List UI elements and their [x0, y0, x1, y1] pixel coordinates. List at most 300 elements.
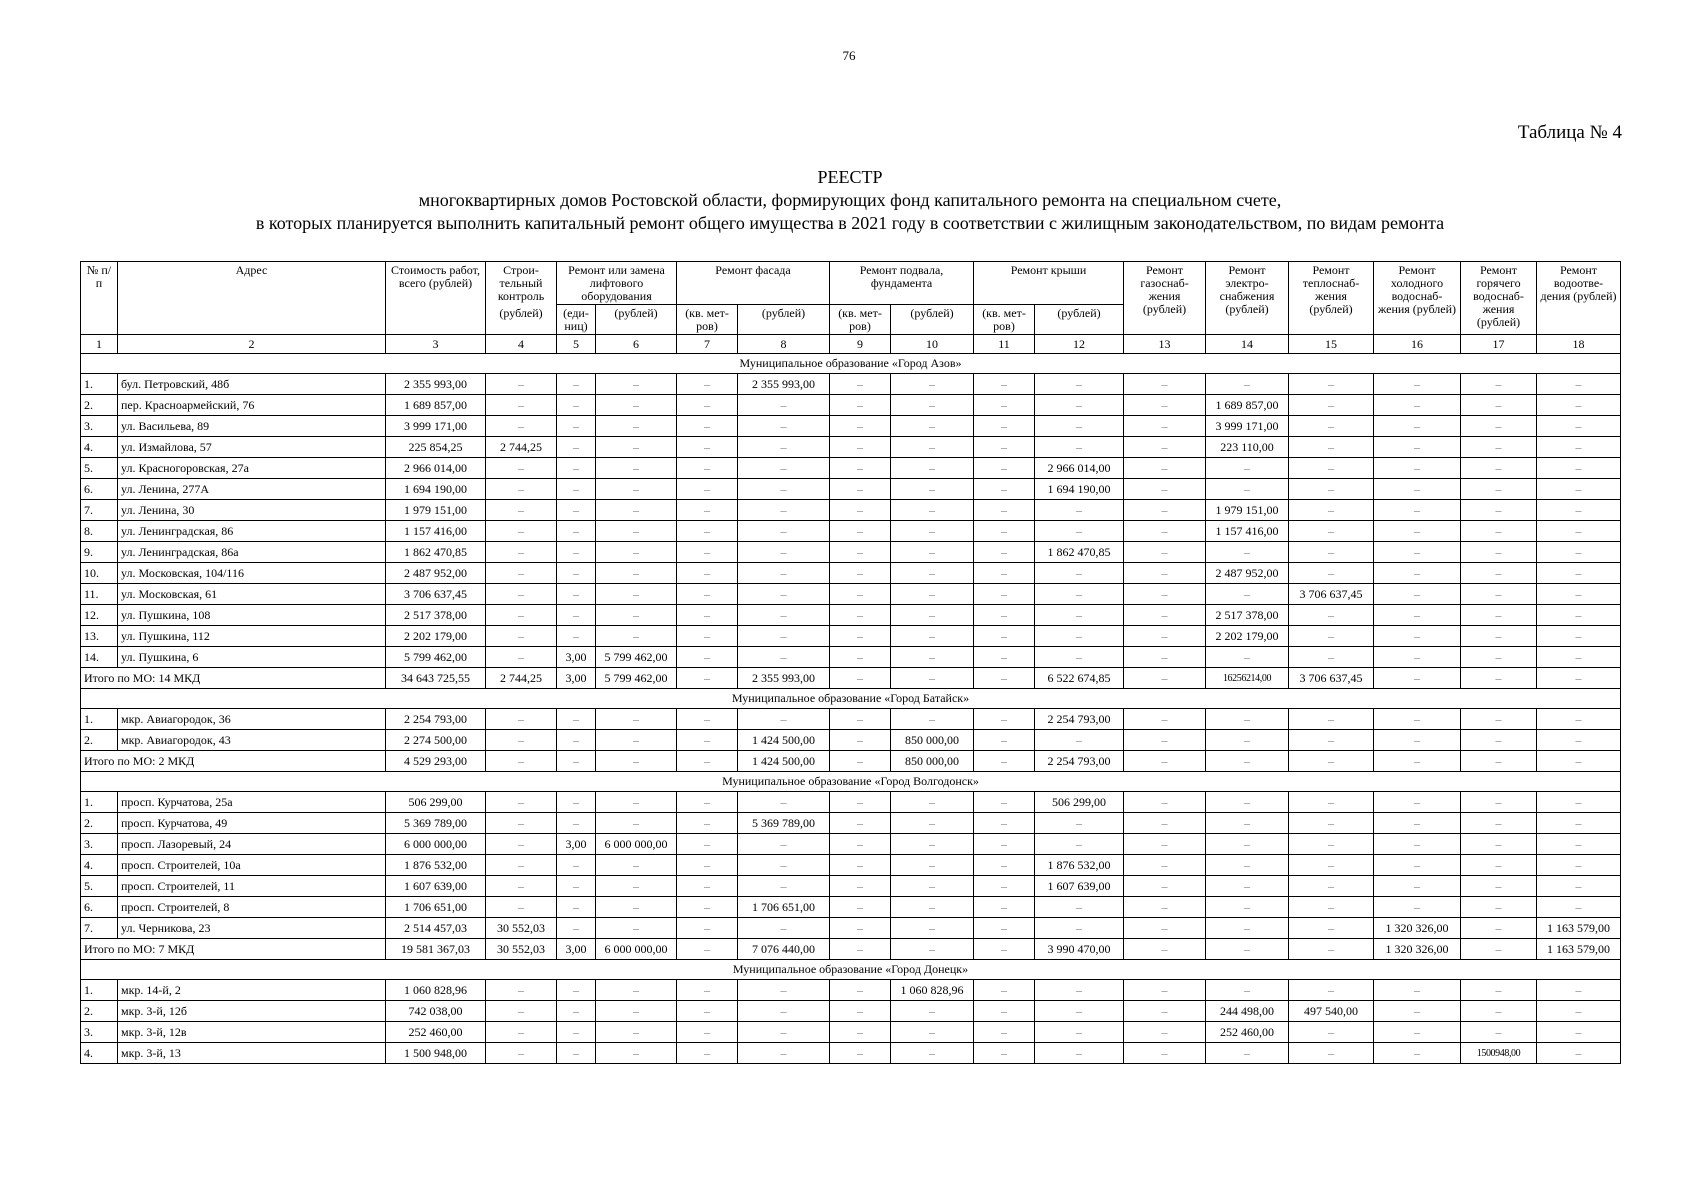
table-row — [81, 479, 1621, 500]
total-cell: 6 000 000,00 — [596, 939, 677, 960]
total-cell: – — [1206, 751, 1289, 772]
table-cell: – — [1124, 897, 1206, 918]
row-address: мкр. 14-й, 2 — [118, 980, 386, 1001]
table-cell: – — [1461, 416, 1537, 437]
table-row — [81, 1022, 1621, 1043]
table-cell: – — [596, 521, 677, 542]
table-cell: – — [557, 626, 596, 647]
table-cell: – — [891, 479, 974, 500]
table-cell: – — [1289, 897, 1374, 918]
table-cell: – — [1461, 897, 1537, 918]
table-cell: 1 694 190,00 — [1035, 479, 1124, 500]
table-cell: – — [1374, 542, 1461, 563]
row-number: 4. — [81, 1043, 118, 1064]
table-cell: – — [677, 395, 738, 416]
table-cell: – — [486, 813, 557, 834]
table-cell: 742 038,00 — [386, 1001, 486, 1022]
table-cell: – — [677, 792, 738, 813]
table-cell: – — [1374, 521, 1461, 542]
table-cell: – — [1374, 458, 1461, 479]
col-header-electric: Ремонт электро-снабжения (рублей) — [1206, 262, 1289, 335]
table-cell: – — [830, 980, 891, 1001]
total-cell: – — [830, 939, 891, 960]
row-number: 6. — [81, 479, 118, 500]
table-cell: – — [557, 1022, 596, 1043]
table-cell: – — [1537, 897, 1621, 918]
table-cell: – — [1461, 437, 1537, 458]
table-cell: – — [891, 918, 974, 939]
table-cell: – — [974, 521, 1035, 542]
table-cell: – — [974, 980, 1035, 1001]
total-cell: 5 799 462,00 — [596, 668, 677, 689]
table-cell: – — [1374, 1043, 1461, 1064]
table-cell: 2 744,25 — [486, 437, 557, 458]
row-number: 14. — [81, 647, 118, 668]
row-address: ул. Московская, 61 — [118, 584, 386, 605]
row-address: ул. Ленинградская, 86 — [118, 521, 386, 542]
table-cell: – — [1035, 395, 1124, 416]
table-cell: – — [1124, 584, 1206, 605]
table-cell: 850 000,00 — [891, 730, 974, 751]
table-cell: – — [891, 395, 974, 416]
table-cell: 2 517 378,00 — [1206, 605, 1289, 626]
table-cell: 2 355 993,00 — [738, 374, 830, 395]
table-cell: – — [1374, 730, 1461, 751]
table-cell: – — [1537, 647, 1621, 668]
table-cell: – — [830, 813, 891, 834]
total-cell: – — [974, 939, 1035, 960]
table-cell: – — [1461, 584, 1537, 605]
table-cell: 244 498,00 — [1206, 1001, 1289, 1022]
table-cell: – — [1461, 834, 1537, 855]
table-cell: 1 979 151,00 — [1206, 500, 1289, 521]
table-cell: – — [1124, 918, 1206, 939]
total-cell: 19 581 367,03 — [386, 939, 486, 960]
table-cell: 1 689 857,00 — [1206, 395, 1289, 416]
table-cell: – — [677, 479, 738, 500]
table-cell: – — [1035, 1022, 1124, 1043]
table-cell: – — [1461, 709, 1537, 730]
row-address: ул. Пушкина, 6 — [118, 647, 386, 668]
column-number: 18 — [1537, 335, 1621, 354]
table-cell: – — [1289, 542, 1374, 563]
table-cell: – — [1124, 813, 1206, 834]
table-cell: – — [1374, 834, 1461, 855]
table-cell: 223 110,00 — [1206, 437, 1289, 458]
table-cell: – — [1374, 792, 1461, 813]
table-cell: – — [1124, 416, 1206, 437]
table-cell: 1 424 500,00 — [738, 730, 830, 751]
table-cell: – — [677, 730, 738, 751]
table-cell: 1 979 151,00 — [386, 500, 486, 521]
table-cell: 3 999 171,00 — [386, 416, 486, 437]
table-cell: – — [738, 647, 830, 668]
table-cell: – — [1537, 876, 1621, 897]
table-cell: – — [1124, 1022, 1206, 1043]
table-cell: – — [974, 563, 1035, 584]
row-address: ул. Пушкина, 112 — [118, 626, 386, 647]
row-address: ул. Ленинградская, 86а — [118, 542, 386, 563]
table-cell: – — [974, 792, 1035, 813]
table-cell: – — [486, 730, 557, 751]
table-cell: – — [596, 855, 677, 876]
table-cell: 506 299,00 — [1035, 792, 1124, 813]
table-cell: – — [557, 542, 596, 563]
table-cell: – — [830, 876, 891, 897]
row-number: 1. — [81, 980, 118, 1001]
table-cell: – — [738, 563, 830, 584]
table-cell: – — [891, 563, 974, 584]
table-cell: – — [677, 542, 738, 563]
table-cell: 3,00 — [557, 834, 596, 855]
col-header-roof-sqm: (кв. мет-ров) — [974, 305, 1035, 335]
table-cell: 1 876 532,00 — [386, 855, 486, 876]
table-cell: 2 355 993,00 — [386, 374, 486, 395]
table-cell: – — [486, 605, 557, 626]
table-cell: – — [1124, 709, 1206, 730]
table-cell: – — [1537, 626, 1621, 647]
table-cell: – — [1461, 647, 1537, 668]
table-cell: – — [1461, 876, 1537, 897]
table-cell: – — [738, 605, 830, 626]
table-cell: – — [830, 563, 891, 584]
total-cell: – — [1124, 939, 1206, 960]
total-cell: – — [1289, 751, 1374, 772]
table-cell: 1 694 190,00 — [386, 479, 486, 500]
column-number: 6 — [596, 335, 677, 354]
col-header-construction-control-unit: (рублей) — [486, 305, 557, 335]
table-cell: 3,00 — [557, 647, 596, 668]
table-cell: – — [557, 395, 596, 416]
table-cell: – — [891, 626, 974, 647]
table-cell: – — [486, 980, 557, 1001]
table-cell: 2 966 014,00 — [386, 458, 486, 479]
total-cell: – — [1537, 668, 1621, 689]
table-cell: – — [1537, 374, 1621, 395]
row-number: 9. — [81, 542, 118, 563]
table-row — [81, 458, 1621, 479]
table-cell: – — [1289, 876, 1374, 897]
table-row — [81, 834, 1621, 855]
row-address: просп. Лазоревый, 24 — [118, 834, 386, 855]
table-label: Таблица № 4 — [1517, 122, 1622, 143]
table-cell: – — [596, 1022, 677, 1043]
row-address: пер. Красноармейский, 76 — [118, 395, 386, 416]
table-cell: – — [830, 1001, 891, 1022]
row-number: 11. — [81, 584, 118, 605]
table-cell: – — [1461, 605, 1537, 626]
total-cell: – — [1124, 751, 1206, 772]
table-cell: – — [1374, 500, 1461, 521]
table-cell: – — [1461, 1022, 1537, 1043]
table-cell: – — [486, 458, 557, 479]
table-cell: – — [677, 980, 738, 1001]
table-cell: – — [974, 584, 1035, 605]
table-cell: – — [1035, 626, 1124, 647]
table-cell: – — [1461, 521, 1537, 542]
total-row — [81, 668, 1621, 689]
table-cell: – — [830, 521, 891, 542]
table-cell: – — [974, 876, 1035, 897]
table-cell: – — [1124, 605, 1206, 626]
total-cell: – — [1537, 751, 1621, 772]
table-cell: 5 799 462,00 — [596, 647, 677, 668]
table-cell: – — [1289, 500, 1374, 521]
table-row — [81, 855, 1621, 876]
table-row — [81, 542, 1621, 563]
column-number: 1 — [81, 335, 118, 354]
table-row — [81, 1001, 1621, 1022]
table-cell: – — [830, 542, 891, 563]
table-cell: – — [1374, 479, 1461, 500]
total-cell: – — [974, 668, 1035, 689]
table-cell: – — [1035, 1001, 1124, 1022]
table-cell: – — [1289, 563, 1374, 584]
table-cell: – — [1035, 605, 1124, 626]
col-header-lift-rubles: (рублей) — [596, 305, 677, 335]
table-cell: – — [486, 792, 557, 813]
row-number: 3. — [81, 834, 118, 855]
table-cell: – — [1035, 813, 1124, 834]
table-cell: – — [891, 876, 974, 897]
total-cell: – — [557, 751, 596, 772]
col-header-facade-rubles: (рублей) — [738, 305, 830, 335]
table-cell: 506 299,00 — [386, 792, 486, 813]
table-row — [81, 647, 1621, 668]
group-header-row — [81, 689, 1621, 709]
table-cell: – — [596, 500, 677, 521]
table-cell: – — [1206, 918, 1289, 939]
table-cell: – — [1035, 897, 1124, 918]
column-number: 12 — [1035, 335, 1124, 354]
table-cell: – — [677, 897, 738, 918]
table-cell: 2 202 179,00 — [1206, 626, 1289, 647]
table-cell: – — [974, 458, 1035, 479]
table-cell: – — [1124, 437, 1206, 458]
table-cell: 1 706 651,00 — [386, 897, 486, 918]
table-cell: – — [1461, 479, 1537, 500]
row-number: 3. — [81, 416, 118, 437]
table-cell: – — [677, 437, 738, 458]
table-cell: – — [1035, 834, 1124, 855]
table-cell: – — [1374, 1022, 1461, 1043]
table-cell: – — [486, 416, 557, 437]
table-cell: – — [1124, 542, 1206, 563]
table-row — [81, 374, 1621, 395]
table-cell: – — [1035, 647, 1124, 668]
table-cell: – — [1124, 834, 1206, 855]
table-cell: 2 966 014,00 — [1035, 458, 1124, 479]
table-cell: – — [891, 834, 974, 855]
table-cell: – — [891, 1001, 974, 1022]
table-cell: – — [557, 1043, 596, 1064]
table-cell: – — [677, 626, 738, 647]
table-cell: – — [1124, 479, 1206, 500]
group-name: Муниципальное образование «Город Батайск» — [81, 689, 1621, 709]
total-cell: 30 552,03 — [486, 939, 557, 960]
table-cell: – — [1374, 437, 1461, 458]
table-cell: – — [830, 897, 891, 918]
title-block — [80, 166, 1620, 235]
table-cell: – — [1289, 980, 1374, 1001]
table-cell: 1 500 948,00 — [386, 1043, 486, 1064]
row-address: ул. Московская, 104/116 — [118, 563, 386, 584]
table-cell: – — [738, 1043, 830, 1064]
table-row — [81, 897, 1621, 918]
table-cell: – — [1035, 374, 1124, 395]
table-cell: – — [557, 563, 596, 584]
title-line-1: РЕЕСТР — [817, 167, 883, 187]
table-cell: – — [1461, 918, 1537, 939]
row-number: 1. — [81, 374, 118, 395]
table-cell: – — [557, 605, 596, 626]
total-cell: – — [1461, 939, 1537, 960]
table-cell: – — [738, 1022, 830, 1043]
table-cell: – — [974, 834, 1035, 855]
table-cell: – — [557, 437, 596, 458]
table-cell: 1 876 532,00 — [1035, 855, 1124, 876]
table-cell: – — [1035, 918, 1124, 939]
total-cell: 3 706 637,45 — [1289, 668, 1374, 689]
table-cell: – — [1537, 584, 1621, 605]
table-row — [81, 605, 1621, 626]
column-number: 16 — [1374, 335, 1461, 354]
row-number: 1. — [81, 709, 118, 730]
col-header-heat: Ремонт теплоснаб-жения (рублей) — [1289, 262, 1374, 335]
table-cell: – — [1537, 834, 1621, 855]
table-cell: – — [974, 416, 1035, 437]
total-cell: 2 355 993,00 — [738, 668, 830, 689]
table-cell: – — [677, 855, 738, 876]
table-cell: 1 320 326,00 — [1374, 918, 1461, 939]
column-number: 17 — [1461, 335, 1537, 354]
table-cell: – — [974, 1022, 1035, 1043]
table-cell: – — [1461, 792, 1537, 813]
table-cell: – — [1537, 521, 1621, 542]
table-cell: – — [738, 709, 830, 730]
table-row — [81, 584, 1621, 605]
table-cell: – — [891, 437, 974, 458]
table-cell: – — [1537, 542, 1621, 563]
col-header-facade: Ремонт фасада — [677, 262, 830, 305]
table-cell: – — [738, 855, 830, 876]
table-cell: – — [891, 897, 974, 918]
table-cell: – — [830, 395, 891, 416]
table-cell: 1 706 651,00 — [738, 897, 830, 918]
table-cell: 1500948,00 — [1461, 1043, 1537, 1064]
table-cell: 1 862 470,85 — [386, 542, 486, 563]
table-cell: – — [557, 855, 596, 876]
register-body — [81, 335, 1621, 1064]
column-number: 11 — [974, 335, 1035, 354]
table-cell: – — [677, 1022, 738, 1043]
row-address: просп. Строителей, 11 — [118, 876, 386, 897]
table-cell: – — [974, 813, 1035, 834]
table-cell: 2 517 378,00 — [386, 605, 486, 626]
col-header-roof: Ремонт крыши — [974, 262, 1124, 305]
col-header-hot-water: Ремонт горячего водоснаб-жения (рублей) — [1461, 262, 1537, 335]
total-label: Итого по МО: 14 МКД — [81, 668, 386, 689]
table-cell: – — [1124, 1001, 1206, 1022]
row-number: 7. — [81, 500, 118, 521]
table-row — [81, 792, 1621, 813]
row-address: мкр. Авиагородок, 36 — [118, 709, 386, 730]
table-cell: – — [1537, 458, 1621, 479]
table-cell: – — [1374, 626, 1461, 647]
table-cell: – — [1374, 876, 1461, 897]
table-cell: – — [1206, 730, 1289, 751]
table-cell: – — [1035, 500, 1124, 521]
table-cell: – — [974, 374, 1035, 395]
col-header-gas: Ремонт газоснаб-жения (рублей) — [1124, 262, 1206, 335]
row-number: 3. — [81, 1022, 118, 1043]
table-row — [81, 709, 1621, 730]
table-cell: – — [1289, 479, 1374, 500]
table-cell: – — [1289, 374, 1374, 395]
table-cell: 2 254 793,00 — [1035, 709, 1124, 730]
total-cell: – — [486, 751, 557, 772]
table-cell: – — [891, 542, 974, 563]
table-row — [81, 876, 1621, 897]
total-label: Итого по МО: 2 МКД — [81, 751, 386, 772]
total-cell: – — [677, 939, 738, 960]
table-cell: – — [974, 1043, 1035, 1064]
table-row — [81, 521, 1621, 542]
table-cell: – — [1537, 709, 1621, 730]
table-cell: – — [596, 1001, 677, 1022]
table-cell: – — [738, 834, 830, 855]
table-cell: – — [1374, 813, 1461, 834]
table-cell: – — [596, 584, 677, 605]
table-cell: – — [677, 1001, 738, 1022]
table-cell: – — [486, 1043, 557, 1064]
table-cell: – — [677, 876, 738, 897]
table-cell: – — [596, 626, 677, 647]
table-cell: – — [974, 437, 1035, 458]
table-cell: – — [830, 1043, 891, 1064]
table-cell: – — [1206, 709, 1289, 730]
table-cell: – — [1289, 521, 1374, 542]
table-cell: – — [891, 792, 974, 813]
total-cell: 3,00 — [557, 668, 596, 689]
table-cell: – — [1461, 563, 1537, 584]
row-address: просп. Строителей, 8 — [118, 897, 386, 918]
table-cell: – — [1206, 876, 1289, 897]
col-header-cold-water: Ремонт холодного водоснаб-жения (рублей) — [1374, 262, 1461, 335]
table-cell: – — [1035, 416, 1124, 437]
row-address: просп. Строителей, 10а — [118, 855, 386, 876]
table-cell: – — [1124, 792, 1206, 813]
table-row — [81, 626, 1621, 647]
table-cell: 5 369 789,00 — [386, 813, 486, 834]
table-cell: – — [1461, 542, 1537, 563]
table-cell: 30 552,03 — [486, 918, 557, 939]
table-cell: – — [1289, 1043, 1374, 1064]
table-cell: – — [486, 563, 557, 584]
table-cell: – — [677, 605, 738, 626]
table-cell: – — [677, 500, 738, 521]
column-number: 15 — [1289, 335, 1374, 354]
table-cell: – — [1537, 500, 1621, 521]
table-cell: – — [557, 709, 596, 730]
table-cell: – — [486, 521, 557, 542]
table-cell: – — [974, 500, 1035, 521]
table-cell: – — [596, 395, 677, 416]
column-number: 5 — [557, 335, 596, 354]
table-cell: – — [891, 584, 974, 605]
total-cell: – — [1374, 751, 1461, 772]
table-cell: – — [557, 876, 596, 897]
